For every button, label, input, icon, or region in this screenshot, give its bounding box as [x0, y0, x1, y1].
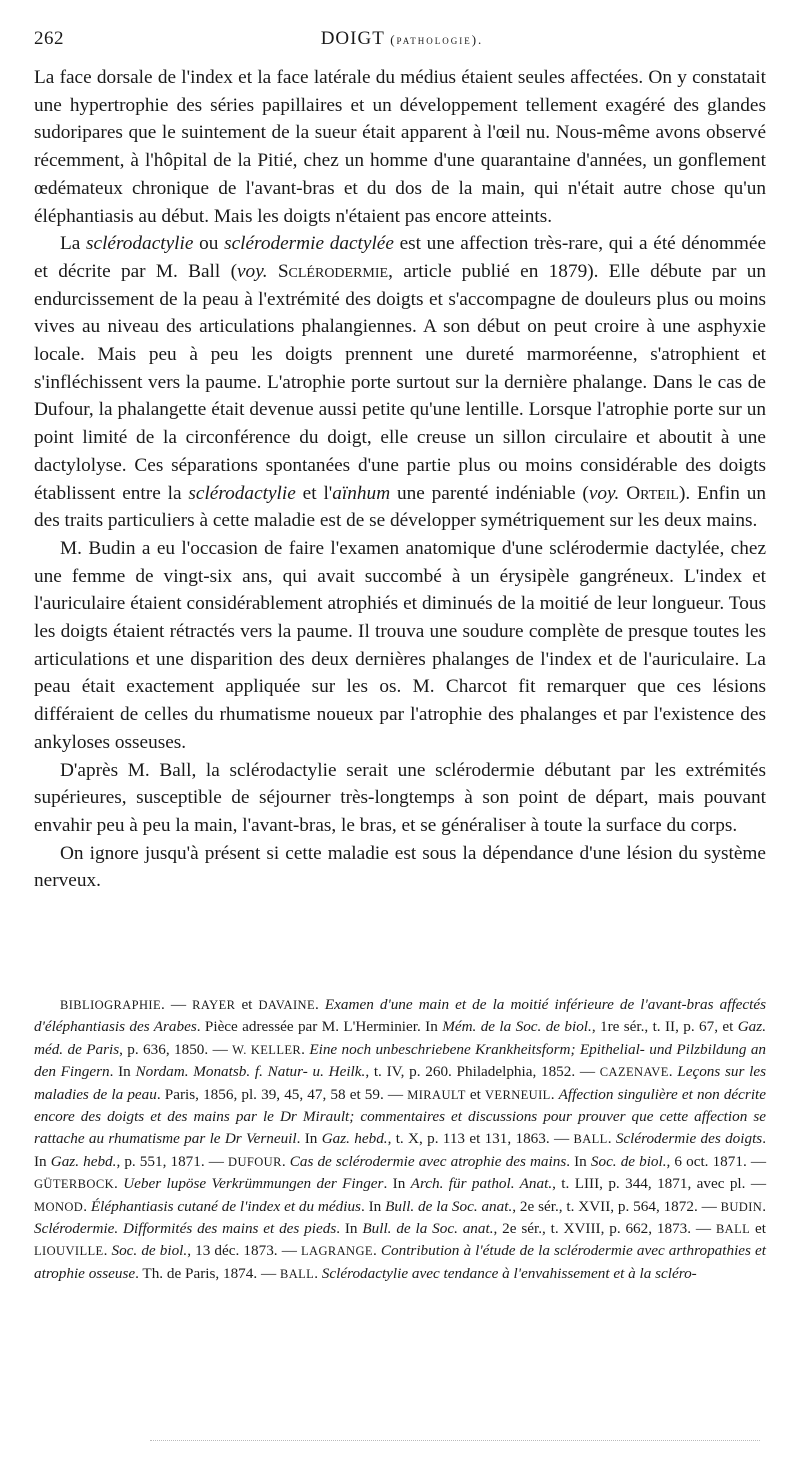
text-span: . — [607, 1130, 616, 1148]
italic-span: Leçons sur les maladies de la peau — [34, 1063, 767, 1103]
paragraph — [34, 757, 766, 840]
italic-span: Sclérodermie. Difformités des mains et des pieds — [34, 1220, 337, 1238]
smallcaps-span: MONOD — [34, 1199, 84, 1214]
paragraph — [34, 535, 766, 757]
smallcaps-span: W. KELLER — [232, 1042, 302, 1057]
paragraph — [34, 64, 766, 230]
text-span: . In — [383, 1175, 411, 1193]
italic-span: Mém. de la Soc. de biol. — [442, 1018, 592, 1036]
running-title — [34, 28, 770, 50]
text-span: La face dorsale de l'index et la face latérale du médius étaient seules affectées. On y constatait une hypertrophie des séries papillaires et un développement tellement exagéré des glandes sudoripares que le suintement de la sueur était apparent à l'œil nu. Nous-même avons observé récemment, à l'hôpital de la Pitié, chez un homme d'une quarantaine d'années, un gonflement œdémateux chronique de l'avant-bras et du dos de la main, qui n'était autre chose qu'un éléphantiasis au début. Mais les doigts n'étaient pas encore atteints. — [34, 67, 766, 227]
text-span: . — [372, 1242, 381, 1260]
text-span: et — [465, 1085, 485, 1103]
running-title-main: DOIGT — [320, 28, 385, 49]
italic-span: Cas de sclérodermie avec atrophie des mains — [289, 1152, 567, 1170]
text-span: , 1re sér., t. II, p. 67, et — [591, 1018, 738, 1036]
smallcaps-span: Sclérodermie — [277, 260, 389, 282]
text-span: . Paris, 1856, pl. 39, 45, 47, 58 et 59. — — [156, 1085, 408, 1103]
italic-span: sclérodermie dactylée — [224, 233, 394, 255]
text-span: . — [103, 1242, 112, 1260]
smallcaps-span: MIRAULT — [407, 1087, 466, 1102]
italic-span: sclérodactylie — [86, 233, 194, 255]
text-span: . — — [161, 996, 193, 1013]
text-span: . In — [360, 1197, 386, 1215]
text-span: , p. 551, 1871. — — [116, 1152, 229, 1170]
smallcaps-span: GÜTERBOCK — [34, 1177, 114, 1192]
italic-span: Affection singulière et non décrite encore des doigts et des mains par le Dr Mirault; commentaires et discussions pour prouver que cette affection se rattache au rhumatisme par le Dr Verneuil — [34, 1085, 767, 1148]
italic-span: Nordam. Monatsb. f. Natur- u. Heilk. — [135, 1063, 366, 1081]
smallcaps-span: BUDIN — [720, 1199, 763, 1214]
text-span: , 2e sér., t. XVII, p. 564, 1872. — — [512, 1197, 721, 1215]
italic-span: Sclérodermie des doigts — [615, 1130, 763, 1148]
italic-span: Ueber lupöse Verkrümmungen der Finger — [123, 1175, 384, 1193]
italic-span: Gaz. hebd. — [50, 1152, 117, 1170]
text-span: est une affection très-rare, qui a été dénommée et décrite par M. Ball ( — [34, 233, 767, 282]
text-span: . — [314, 1264, 322, 1282]
text-span: . Th. de Paris, 1874. — — [135, 1264, 280, 1282]
text-span: . — [114, 1175, 124, 1193]
smallcaps-span: CAZENAVE — [599, 1065, 669, 1080]
text-span: , t. X, p. 113 et 131, 1863. — — [387, 1130, 574, 1148]
smallcaps-span: LAGRANGE — [301, 1244, 373, 1259]
smallcaps-span: VERNEUIL — [485, 1087, 551, 1102]
text-span: . — [301, 1040, 310, 1058]
text-span: ). Enfin un des traits particuliers à cette maladie est de se développer symétriquement sur les deux mains. — [34, 482, 767, 532]
italic-span: sclérodactylie — [188, 482, 296, 504]
italic-span: Examen d'une main et de la moitié inférieure de l'avant-bras affectés d'éléphantiasis des Arabes — [34, 996, 767, 1036]
text-span: D'après M. Ball, la sclérodactylie serait une sclérodermie débutant par les extrémités supérieures, susceptible de séjourner très-longtemps à son point de départ, mais pouvant envahir peu à peu la main, l'avant-bras, le bras, et se généraliser à toute la surface du corps. — [34, 759, 766, 836]
text-span: et — [750, 1220, 766, 1238]
smallcaps-span: BALL — [279, 1266, 315, 1281]
text-span: La — [60, 233, 87, 255]
italic-span: Bull. de la Soc. anat. — [385, 1197, 513, 1215]
text-span: . — [281, 1152, 290, 1170]
paragraph — [34, 230, 766, 535]
text-span: , article publié en 1879). Elle débute par un endurcissement de la peau à l'extrémité des doigts et s'accompagne de douleurs plus ou moins vives au niveau des articulations phalangiennes. A son début on peut croire à une asphyxie locale. Mais peu à peu les doigts prennent une dureté marmoréenne, s'atrophient et s'infléchissent vers la paume. L'atrophie porte surtout sur la dernière phalange. Dans le cas de Dufour, la phalangette était devenue aussi petite qu'une lentille. Lorsque l'atrophie porte sur un point limité de la circonférence du doigt, elle creuse un sillon circulaire et aboutit à une dactylolyse. Ces séparations spontanées d'une partie plus ou moins considérable des doigts établissent entre la — [34, 260, 766, 504]
italic-span: Éléphantiasis cutané de l'index et du médius — [90, 1197, 361, 1215]
text-span: , t. LIII, p. 344, 1871, avec pl. — — [552, 1175, 767, 1193]
text-span: . In — [34, 1130, 767, 1170]
italic-span: Gaz. hebd. — [321, 1130, 388, 1148]
italic-span: Arch. für pathol. Anat. — [410, 1175, 553, 1193]
text-span: , 2e sér., t. XVIII, p. 662, 1873. — — [493, 1220, 716, 1238]
italic-span: Sclérodactylie avec tendance à l'envahissement et à la scléro- — [321, 1264, 697, 1282]
text-span: . In — [336, 1220, 363, 1238]
text-span: . In — [109, 1063, 136, 1081]
italic-span: Soc. de biol. — [590, 1152, 667, 1170]
italic-span: voy. — [237, 260, 268, 282]
text-span: et l' — [295, 482, 333, 504]
text-span: , 6 oct. 1871. — — [666, 1152, 767, 1170]
text-span: . Pièce adressée par M. L'Herminier. In — [196, 1018, 443, 1036]
text-span: . — [315, 996, 325, 1013]
page-bottom-rule — [150, 1440, 760, 1441]
bibliography — [34, 994, 766, 1285]
text-span: On ignore jusqu'à présent si cette maladie est sous la dépendance d'une lésion du système nerveux. — [34, 842, 766, 892]
text-span — [268, 261, 278, 282]
text-span: , 13 déc. 1873. — — [187, 1242, 301, 1260]
text-span: M. Budin a eu l'occasion de faire l'examen anatomique d'une sclérodermie dactylée, chez une femme de vingt-six ans, qui avait succombé à un érysipèle gangréneux. L'index et l'auriculaire étaient considérablement atrophiés et diminués de la moitié de leur longueur. Tous les doigts étaient rétractés vers la paume. Il trouva une soudure complète de presque toutes les articulations et une disparition des deux dernières phalanges de l'index et de l'auriculaire. La peau était exactement appliquée sur les os. M. Charcot fit remarquer que ces lésions différaient de celles du rhumatisme noueux par l'atrophie des phalanges et par l'existence des ankyloses osseuses. — [34, 537, 766, 753]
text-span: et — [235, 996, 259, 1013]
italic-span: Soc. de biol. — [111, 1242, 188, 1260]
italic-span: voy. — [588, 482, 620, 504]
page-number: 262 — [34, 28, 64, 49]
text-span: , t. IV, p. 260. Philadelphia, 1852. — — [365, 1063, 600, 1081]
text-span: . — [550, 1085, 559, 1103]
main-text — [34, 64, 766, 895]
italic-span: Gaz. méd. de Paris — [34, 1018, 766, 1058]
smallcaps-span: BIBLIOGRAPHIE — [60, 998, 162, 1012]
italic-span: Bull. de la Soc. anat. — [362, 1220, 494, 1238]
text-span: une parenté indéniable ( — [390, 482, 589, 504]
italic-span: Contribution à l'étude de la sclérodermie avec arthropathies et atrophie osseuse — [34, 1242, 767, 1282]
text-span: ou — [193, 233, 225, 255]
smallcaps-span: RAYER — [192, 998, 236, 1012]
text-span: . — [668, 1063, 678, 1081]
italic-span: Eine noch unbeschriebene Krankheitsform; Epithelial- und Pilzbildung an den Fingern — [34, 1040, 767, 1081]
smallcaps-span: DUFOUR — [228, 1154, 282, 1169]
smallcaps-span: Orteil — [626, 482, 679, 504]
paragraph — [34, 840, 766, 895]
text-span: . — [762, 1197, 767, 1215]
smallcaps-span: LIOUVILLE — [34, 1244, 104, 1259]
text-span: , p. 636, 1850. — — [119, 1040, 233, 1058]
smallcaps-span: BALL — [715, 1222, 751, 1237]
italic-span: aïnhum — [332, 482, 391, 504]
text-span: . In — [566, 1152, 591, 1170]
running-header — [34, 28, 770, 58]
text-span: . — [83, 1197, 91, 1215]
running-title-sub: (pathologie). — [390, 32, 484, 47]
text-span: . In — [296, 1130, 322, 1148]
smallcaps-span: DAVAINE — [258, 998, 315, 1012]
smallcaps-span: BALL — [573, 1132, 608, 1147]
